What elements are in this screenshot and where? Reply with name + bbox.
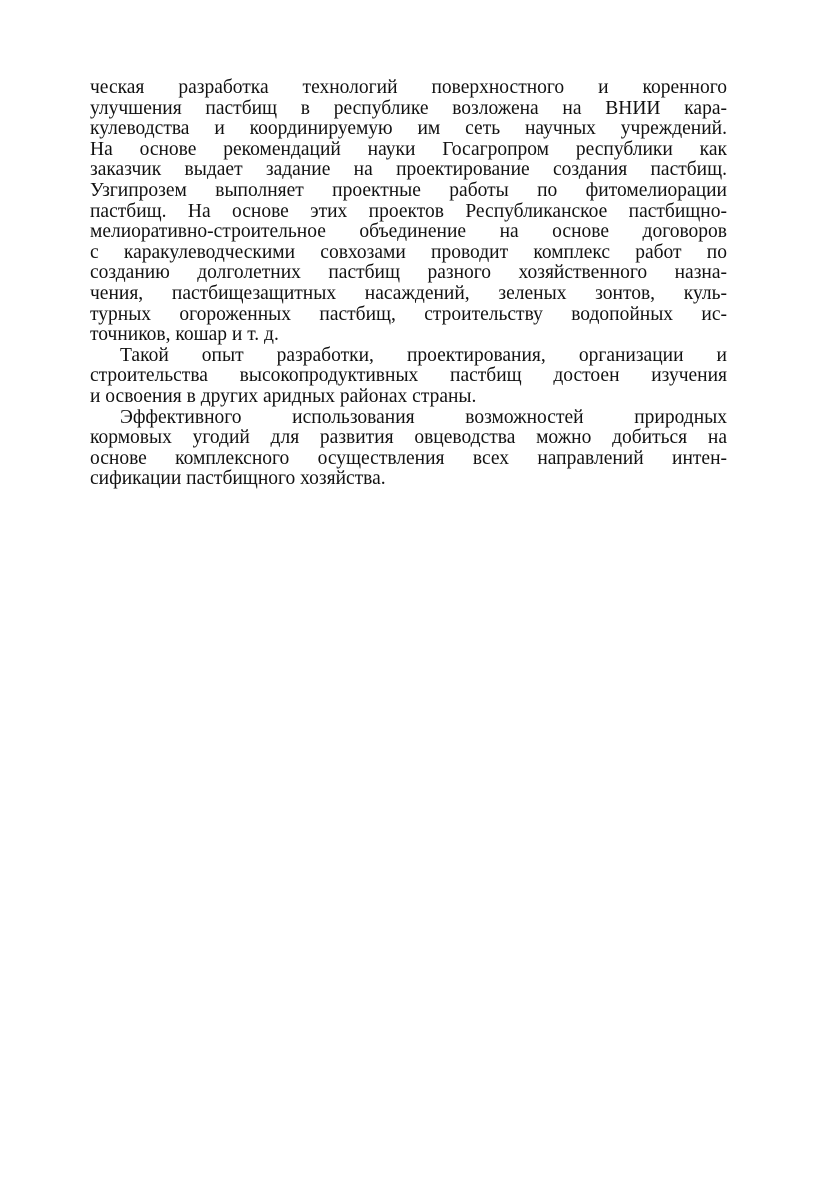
text-line: чения, пастбищезащитных насаждений, зеленых зонтов, куль- — [90, 282, 727, 304]
text-line: ческая разработка технологий поверхностного и коренного — [90, 77, 727, 98]
text-line: Эффективного использования возможностей природных — [120, 406, 727, 428]
text-line: строительства высокопродуктивных пастбищ достоен изучения — [90, 365, 727, 387]
text-line: основе комплексного осуществления всех направлений интен- — [90, 447, 727, 469]
paragraph-3 — [90, 408, 727, 490]
body-text — [90, 78, 727, 490]
text-line: точников, кошар и т. д. — [90, 324, 279, 346]
text-line: кормовых угодий для развития овцеводства можно добиться на — [90, 427, 727, 449]
paragraph-1 — [90, 78, 727, 346]
text-line: заказчик выдает задание на проектирование создания пастбищ. — [90, 159, 727, 181]
text-line: Такой опыт разработки, проектирования, организации и — [120, 344, 727, 366]
text-line: сификации пастбищного хозяйства. — [90, 468, 386, 490]
text-line: турных огороженных пастбищ, строительству водопойных ис- — [90, 303, 727, 325]
text-line: Узгипрозем выполняет проектные работы по фитомелиорации — [90, 179, 727, 201]
text-line: мелиоративно-строительное объединение на основе договоров — [90, 221, 727, 243]
text-line: пастбищ. На основе этих проектов Республиканское пастбищно- — [90, 200, 727, 222]
text-line: улучшения пастбищ в республике возложена на ВНИИ кара- — [90, 97, 727, 119]
text-line: На основе рекомендаций науки Госагропром республики как — [90, 138, 727, 160]
text-line: созданию долголетних пастбищ разного хозяйственного назна- — [90, 262, 727, 284]
paragraph-2 — [90, 346, 727, 408]
text-line: и освоения в других аридных районах страны. — [90, 385, 477, 407]
text-line: кулеводства и координируемую им сеть научных учреждений. — [90, 118, 727, 140]
text-line: с каракулеводческими совхозами проводит комплекс работ по — [90, 241, 727, 263]
